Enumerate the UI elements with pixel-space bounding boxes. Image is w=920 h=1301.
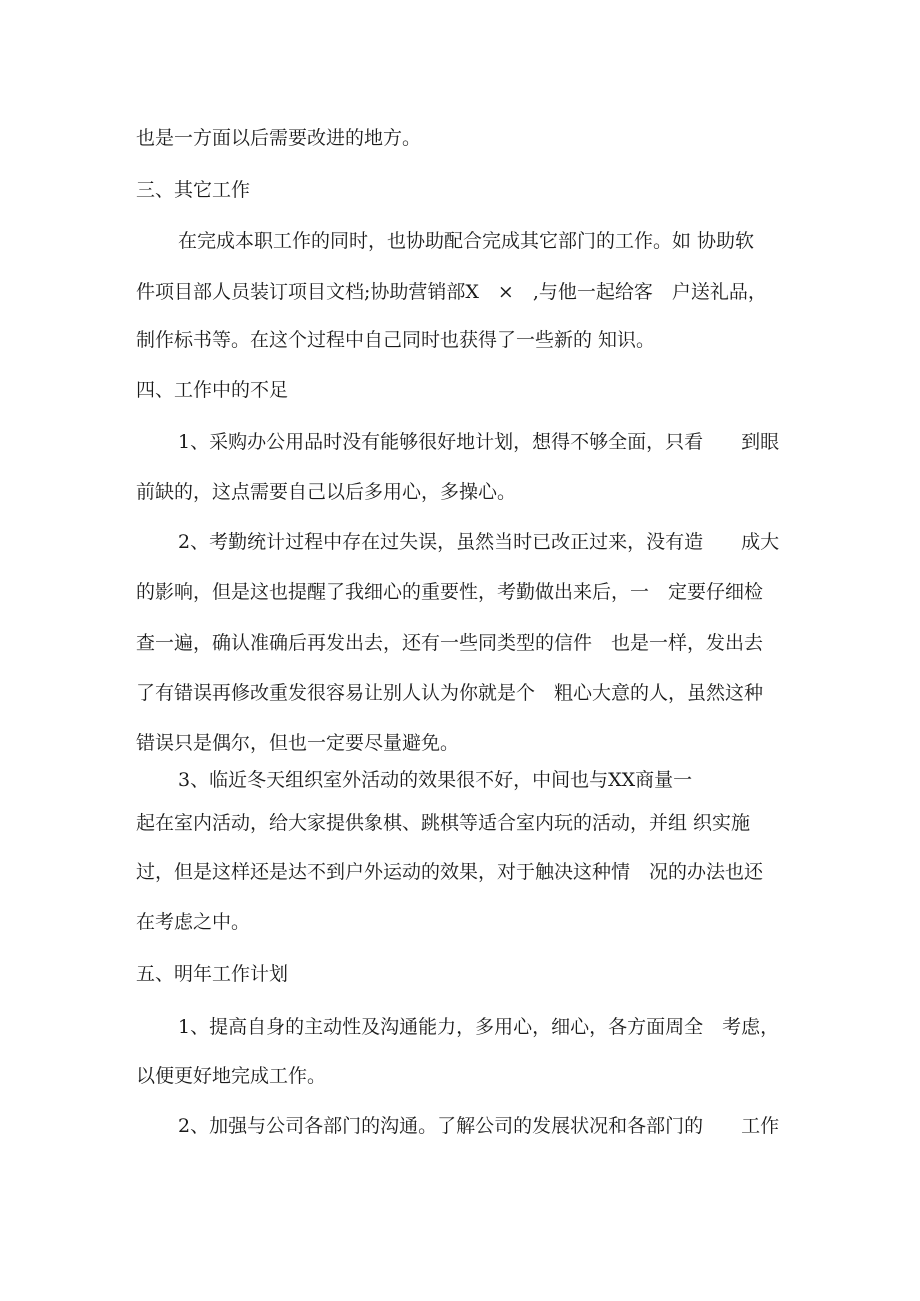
- paragraph-line: 也是一方面以后需要改进的地方。: [136, 127, 422, 149]
- paragraph-line: 1、采购办公用品时没有能够很好地计划，想得不够全面，只看 到眼: [178, 431, 780, 453]
- section-heading: 三、其它工作: [136, 179, 251, 201]
- paragraph-line: 在考虑之中。: [136, 911, 251, 933]
- paragraph-line: 了有错误再修改重发很容易让别人认为你就是个 粗心大意的人，虽然这种: [136, 682, 764, 704]
- paragraph-line: 前缺的，这点需要自己以后多用心，多操心。: [136, 481, 517, 503]
- paragraph-line: 查一遍，确认准确后再发出去，还有一些同类型的信件 也是一样，发出去: [136, 632, 764, 654]
- paragraph-line: 1、提高自身的主动性及沟通能力，多用心，细心，各方面周全 考虑，: [178, 1016, 780, 1038]
- paragraph-line: 以便更好地完成工作。: [136, 1065, 327, 1087]
- paragraph-line: 制作标书等。在这个过程中自己同时也获得了一些新的 知识。: [136, 329, 656, 351]
- section-heading: 五、明年工作计划: [136, 963, 289, 985]
- paragraph-line: 过，但是这样还是达不到户外运动的效果，对于触决这种情 况的办法也还: [136, 861, 764, 883]
- paragraph-line: 的影响，但是这也提醒了我细心的重要性，考勤做出来后，一 定要仔细检: [136, 581, 764, 603]
- paragraph-line: 2、加强与公司各部门的沟通。了解公司的发展状况和各部门的 工作: [178, 1115, 780, 1137]
- paragraph-line: 起在室内活动，给大家提供象棋、跳棋等适合室内玩的活动，并组 织实施: [136, 812, 751, 834]
- paragraph-line: 在完成本职工作的同时，也协助配合完成其它部门的工作。如 协助软: [178, 230, 755, 252]
- paragraph-line: 件项目部人员装订项目文档;协助营销部X × ,与他一起给客 户送礼品，: [136, 281, 767, 303]
- section-heading: 四、工作中的不足: [136, 379, 289, 401]
- paragraph-line: 错误只是偶尔，但也一定要尽量避免。: [136, 732, 460, 754]
- paragraph-line: 3、临近冬天组织室外活动的效果很不好，中间也与XX商量一: [178, 769, 693, 791]
- paragraph-line: 2、考勤统计过程中存在过失误，虽然当时已改正过来，没有造 成大: [178, 531, 780, 553]
